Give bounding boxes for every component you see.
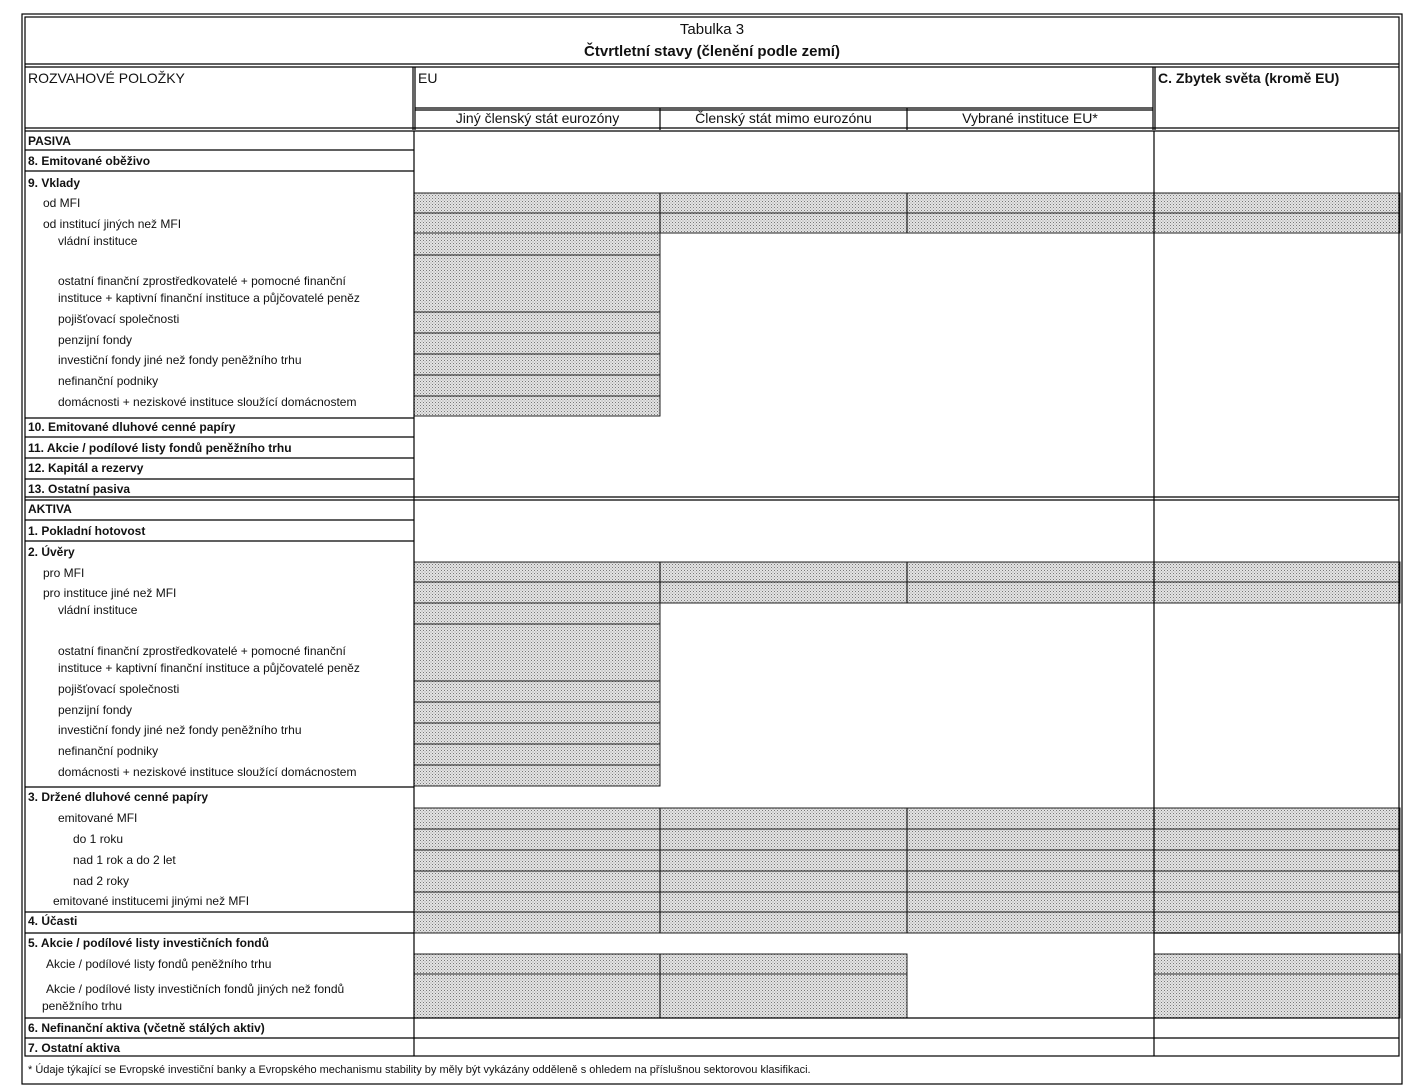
row-to-non-mfi: pro instituce jiné než MFI [43,586,177,600]
header-items: ROZVAHOVÉ POLOŽKY [28,70,185,86]
row-mmf-shares-held: Akcie / podílové listy fondů peněžního trhu [46,957,272,971]
row-liab-non-mmf: investiční fondy jiné než fondy peněžního trhu [58,353,302,367]
row-from-non-mfi: od institucí jiných než MFI [43,217,182,231]
row-liab-insurance: pojišťovací společnosti [58,312,180,326]
row-liab-pension: penzijní fondy [58,333,133,347]
row-non-mmf-shares-2: peněžního trhu [42,999,123,1013]
row-assets-pension: penzijní fondy [58,703,133,717]
row-liab-ofi-2: instituce + kaptivní finanční instituce a půjčovatelé peněz [58,291,360,305]
row-debt-issued: 10. Emitované dluhové cenné papíry [28,420,236,434]
row-equity: 4. Účasti [28,914,78,928]
header-eu: EU [418,70,438,86]
footnote: * Údaje týkající se Evropské investiční banky a Evropského mechanismu stability by měly být vykázány odděleně s ohledem na příslušnou sektorovou klasifikaci. [28,1064,811,1076]
row-assets-ofi-2: instituce + kaptivní finanční instituce a půjčovatelé peněz [58,661,360,675]
row-cash: 1. Pokladní hotovost [28,524,146,538]
row-liab-government: vládní instituce [58,234,138,248]
row-to-mfi: pro MFI [43,566,85,580]
table-number: Tabulka 3 [679,21,745,38]
row-liab-ofi-1: ostatní finanční zprostředkovatelé + pomocné finanční [58,274,346,288]
row-assets-government: vládní instituce [58,603,138,617]
row-mmf-shares-issued: 11. Akcie / podílové listy fondů peněžního trhu [28,441,292,455]
row-assets-ofi-1: ostatní finanční zprostředkovatelé + pomocné finanční [58,644,346,658]
row-issued-non-mfi: emitované institucemi jinými než MFI [53,894,250,908]
row-deposits: 9. Vklady [28,176,81,190]
row-1y-to-2y: nad 1 rok a do 2 let [73,853,176,867]
header-eu-non-euro: Členský stát mimo eurozónu [695,110,872,126]
row-other-assets: 7. Ostatní aktiva [28,1041,121,1055]
row-liab-nfc: nefinanční podniky [58,374,159,388]
row-capital: 12. Kapitál a rezervy [28,461,144,475]
row-currency: 8. Emitované oběživo [28,154,151,168]
row-liabilities-heading: PASIVA [28,134,71,148]
row-debt-held: 3. Držené dluhové cenné papíry [28,790,209,804]
row-up-to-1y: do 1 roku [73,832,124,846]
row-non-mmf-shares-1: Akcie / podílové listy investičních fondů jiných než fondů [46,982,345,996]
row-liab-households: domácnosti + neziskové instituce sloužící domácnostem [58,395,357,409]
header-eu-institutions: Vybrané instituce EU* [962,110,1098,126]
row-over-2y: nad 2 roky [73,874,130,888]
row-assets-non-mmf: investiční fondy jiné než fondy peněžního trhu [58,723,302,737]
header-eu-other-euro: Jiný členský stát eurozóny [455,110,620,126]
row-from-mfi: od MFI [43,196,81,210]
table-title: Čtvrtletní stavy (členění podle zemí) [584,43,840,60]
row-assets-households: domácnosti + neziskové instituce sloužící domácnostem [58,765,357,779]
row-issued-mfi: emitované MFI [58,811,138,825]
row-assets-insurance: pojišťovací společnosti [58,682,180,696]
row-fund-shares: 5. Akcie / podílové listy investičních fondů [28,936,269,950]
row-assets-nfc: nefinanční podniky [58,744,159,758]
row-other-liabilities: 13. Ostatní pasiva [28,482,131,496]
row-loans: 2. Úvěry [28,545,75,559]
row-assets-heading: AKTIVA [28,502,72,516]
row-nonfinancial-assets: 6. Nefinanční aktiva (včetně stálých aktiv) [28,1021,265,1035]
header-rest-of-world: C. Zbytek světa (kromě EU) [1158,70,1340,86]
